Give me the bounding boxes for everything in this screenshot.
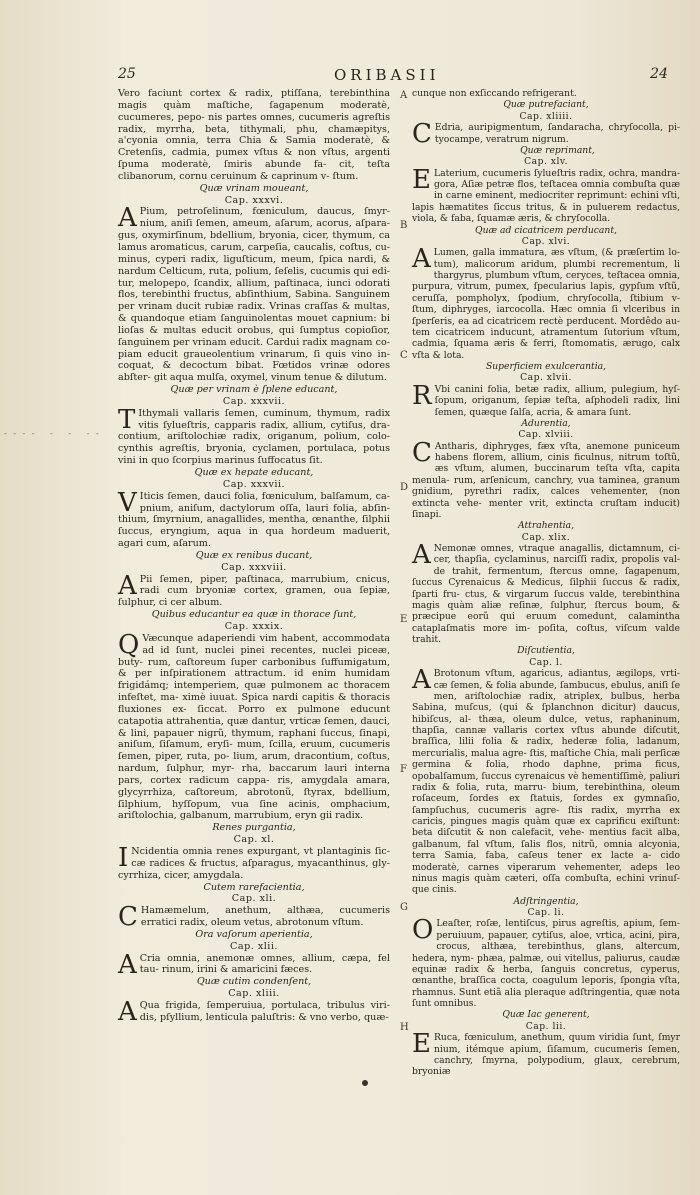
paragraph-text: Pium, petroſelinum, fœniculum, daucus, ſmyr- nium, aniſi ſemen, ameum, aſarum, acorus, aſpara- gus, oxymirſinum, bdellium, bryonia, cicer, thymum, ca lamus aromaticus, carum, carpeſia, caucalis, coſtus, cu- minus, cyperi radix, liguſticum, meum, ſpica nardi, & nardum Celticum, ruta, polium, ſeſelis, cucumis qui edi- tur, melopepo, ſcandix, allium, paſtinaca, iunci odorati flos, terebinthi fructus, abſinthium, Sabina. Sanguinem per vrinam ducit rubiæ radix. Vrinas craſſas & multas, & quandoque etiam ſanguinolentas mouet capnium: bi lioſas & multas educit orobus, qui ſumptus copioſior, ſanguinem per vrinam educit. Cardui radix magnam co- piam educit graueolentium vrinarum, ſi quis vino in- coquat, & decoctum bibat. Fœtidos vrinæ odores abſter- git aqua mulſa, oxymel, vinum tenue & dilutum.	[118, 206, 391, 384]
paragraph-text: Lumen, galla immatura, æs vſtum, (& præſertim lo- tum), malicorum aridum, plumbi recrementum, li thargyrus, plumbum vſtum, ceryces, teſtacea omnia, purpura, vitrum, pumex, ſpecularius lapis, gypſum vſtũ, ceruſſa, pompholyx, ſpodium, chryſocolla, ſtibium v- ſtum, diphryges, iarcocolla. Hæc omnia ſi vlceribus in ſperſeris, ea ad cicatricem rectè perducent. Mordêdo au- tem cicatricem inducunt, atramentum ſutorium vſtum, cadmia, ſquama æris & ferri, ſtomomatis, ærugo, calx vſta & lota.	[412, 247, 680, 361]
section-heading: Renes purgantia,	[212, 822, 296, 834]
chapter-number: Cap. li.	[527, 907, 565, 918]
drop-cap: Q	[118, 629, 140, 660]
paragraph-text: Qua frigida, ſemperuiua, portulaca, tribulus viri- dis, pſyllium, lenticula paluſtris: & vno verbo, quæ-	[139, 999, 390, 1023]
drop-cap: V	[118, 487, 137, 518]
drop-cap: E	[412, 1029, 431, 1060]
paragraph-text: Ruca, fœniculum, anethum, quum viridia ſunt, ſmyr nium, itémque apium, ſiſamum, cucumeris ſemen, canchry, ſmyrna, polypodium, glaux, cerebrum, bryoniæ	[412, 1032, 680, 1078]
drop-cap: A	[412, 665, 431, 696]
paragraph-text: Pii ſemen, piper, paſtinaca, marrubium, cnicus, radi cum bryoniæ cortex, gramen, oua ſepiæ, ſulphur, ci cer album.	[118, 573, 390, 609]
paragraph	[412, 244, 680, 361]
chapter-number: Cap. xxxvii.	[222, 478, 286, 490]
drop-cap: A	[118, 203, 137, 234]
chapter-number: Cap. xxxvi.	[224, 194, 284, 206]
section-heading: Quæ reprimant,	[520, 144, 595, 156]
drop-cap: O	[412, 915, 434, 946]
chapter-number: Cap. lii.	[525, 1020, 567, 1032]
section-heading: Quæ Iac generent,	[502, 1009, 590, 1021]
chapter-number: Cap. xlvii.	[520, 372, 572, 384]
paragraph-text: Laterium, cucumeris ſylueſtris radix, ochra, mandra- gora, Aſiæ petræ flos, teſtacea omnia combuſta quæ in carne eminent, mediocriter reprimunt: echini vſti, lapis hæmatites ſiccus tritus, & in puluerem redactus, viola, & faba, ſquamæ æris, & chryſocolla.	[412, 167, 680, 225]
paragraph	[118, 487, 390, 550]
paragraph-text: Væcunque adaperiendi vim habent, accommodata ad id ſunt, nuclei pinei recentes, nuclei piceæ, buty- rum, caſtoreum ſuper carbonibus ſuffumigatum, & per inſpirationem attractum. id enim humidam frigidámq; intemperiem, quæ pulmonem ac thoracem infeſtet, ma- ximè iuuat. Spica nardi capitis & thoracis fluxiones ex- ſiccat. Porro ex pulmone educunt catapotia attrahentia, quæ dantur, vrticæ ſemen, dauci, & lini, papauer nigrũ, thymum, raphani ſuccus, ſinapi, aniſum, ſiſamum, eryſi- mum, ſcilla, eruum, cucumeris ſemen, piper, ruta, po- lium, arum, dracontium, coſtus, nardum, ſulphur, myr- rha, baccarum lauri interna pars, cortex radicum cappa- ris, amygdala amara, glycyrrhiza, caſtoreum, abrotonũ, ſtyrax, bdellium, ſilphium, hyſſopum, vua ſine acinis, omphacium, ariſtolochia, galbanum, marrubium, eryn gii radix.	[118, 632, 390, 822]
section-heading: Quæ vrinam moueant,	[199, 182, 309, 194]
margin-ornament: - - - ‐ . ‐ . - . ‐ -	[4, 429, 101, 435]
drop-cap: A	[412, 540, 431, 570]
paragraph	[118, 843, 390, 882]
paragraph-text: Antharis, diphryges, fæx vſta, anemone puniceum habens florem, allium, cinis ficulnus, nitrum toſtũ, æs vſtum, alumen, buccinarum teſta vſta, capita menula- rum, arſenicum, canchry, vua taminea, granum gnidium, pyrethri radix, calces vehementer, (non extincta vehe- menter vrit, extincta cruſtam inducit) ſinapi.	[412, 440, 680, 520]
chapter-number: Cap. xxxix.	[224, 620, 284, 632]
drop-cap: A	[118, 949, 137, 980]
paragraph	[118, 996, 390, 1027]
right-column	[412, 88, 680, 1078]
section-heading: Quæ per vrinam è ſplene educant,	[170, 384, 338, 396]
paragraph-text: Iticis ſemen, dauci folia, fœniculum, balſamum, ca- pnium, aniſum, dactylorum oſſa, lauri folia, abſin- thium, ſmyrnium, anagallides, mentha, œnanthe, ſilphii ſuccus, eryngium, aqua in qua hordeum maduerit, agari cum, aſarum.	[118, 490, 390, 550]
drop-cap: T	[118, 404, 136, 435]
margin-letter-h: H	[400, 1022, 409, 1033]
paragraph	[118, 404, 390, 467]
paragraph: cunque non exſiccando refrigerant.	[412, 88, 577, 99]
drop-cap: A	[412, 244, 431, 275]
paragraph: Vero faciunt cortex & radix, ptiſſana, terebinthina magis quàm maſtiche, ſagapenum moderatè, cucumeres, pepo- nis partes omnes, cucumeris agreſtis radix, myrrha, beta, tithymali, phu, chamæpitys, a'cyonia omnia, terra Chia & Samia moderatè, & Cretenſis, cadmia, pumex vſtus & non vſtus, argenti ſpuma moderatè, ſmiris abunde fa- cit, teſta clibanorum, cornu ceruinum & caprinum v- ſtum.	[118, 88, 390, 182]
section-heading: Adurentia,	[521, 417, 571, 429]
paragraph	[118, 949, 390, 980]
chapter-number: Cap. xlvi.	[521, 235, 571, 247]
drop-cap: I	[118, 843, 129, 873]
drop-cap: R	[412, 380, 432, 411]
paragraph-text: Hamæmelum, anethum, althæa, cucumeris erratici radix, oleum vetus, abrotonum vſtum.	[140, 905, 390, 929]
margin-letter-e: E	[400, 614, 408, 625]
margin-letter-a: A	[400, 90, 408, 101]
paragraph	[118, 203, 391, 384]
paragraph-text: Cria omnia, anemonæ omnes, allium, cæpa, fel tau- rinum, irini & amaricini fæces.	[139, 952, 390, 976]
section-heading: Ora vaſorum aperientia,	[195, 928, 313, 940]
chapter-number: Cap. xxxvii.	[222, 395, 286, 407]
paragraph	[118, 570, 390, 610]
paragraph-text: Brotonum vſtum, agaricus, adiantus, ægilops, vrti- cæ ſemen, & folia abunde, ſambucus, ebulus, aniſi ſe men, ariſtolochiæ radix, atriplex, bulbus, herba Sabina, muſcus, (qui & ſplanchnon dicitur) daucus, hibiſcus, al- thæa, oleum dulce, vetus, raphaninum, thapſia, cannæ vallaris cortex vſtus abunde diſcutit, braſſica, lilii folia & radix, hederæ folia, ladanum, mercurialis, malua agre- ſtis, maſtiche Chia, mali perſicæ germina & folia, rhodo daphne, prima ficus, opobalſamum, ſuccus cyrenaicus vè hementiſſimè, paliuri radix & folia, ruta, marru- bium, terebinthina, oleum roſaceum, ſordes ex ſtatuis, ſordes ex gymnaſio, ſampſuchus, cucumeris agre- ſtis radix, myrrha ex caricis, pingues magis quàm quæ ex caprificu exiſtunt: beta diſcutit & non calefacit, vehe- mentius facit alba, galbanum, fal vſtum, ſalis flos, nitrũ, omnia alcyonia, terra Samia, faba, caſeus tener ex lacte a- cido moderatè, carnes viperarum vehementer, adeps leo ninus magis quàm cæteri, oſſa combuſta, echini vrinuſ- que cinis.	[412, 668, 680, 896]
section-heading: Attrahentia,	[517, 520, 575, 532]
chapter-number: Cap. xlix.	[521, 531, 571, 543]
chapter-number: Cap. xlv.	[524, 156, 568, 168]
section-heading: Adſtringentia,	[513, 895, 579, 907]
paragraph	[412, 540, 680, 645]
paragraph	[412, 380, 680, 418]
section-heading: Diſcutientia,	[517, 645, 575, 657]
paragraph	[412, 437, 680, 521]
paragraph-text: Edria, auripigmentum, ſandaracha, chryſocolla, pi- tyocampe, veratrum nigrum.	[434, 122, 680, 145]
chapter-number: Cap. xxxviii.	[221, 561, 287, 573]
drop-cap: E	[412, 164, 431, 195]
section-heading: Superficiem exulcerantia,	[485, 361, 607, 372]
margin-letter-f: F	[400, 764, 407, 775]
drop-cap: C	[118, 902, 138, 933]
paragraph	[412, 665, 680, 896]
paragraph-text: Ncidentia omnia renes expurgant, vt plantaginis ſic- cæ radices & fructus, aſparagus, myacanthinus, gly- cyrrhiza, cicer, amygdala.	[118, 846, 390, 881]
chapter-number: Cap. xli.	[231, 893, 277, 905]
drop-cap: C	[412, 119, 432, 150]
section-heading: Quæ cutim condenſent,	[196, 976, 312, 988]
chapter-number: Cap. l.	[529, 656, 563, 668]
paragraph	[118, 629, 390, 823]
chapter-number: Cap. xliiii.	[519, 110, 573, 122]
chapter-number: Cap. xlviii.	[518, 429, 574, 441]
paragraph	[412, 164, 680, 225]
paragraph	[412, 1029, 680, 1078]
paragraph	[118, 902, 390, 933]
paragraph-text: Vbi canini folia, betæ radix, allium, pulegium, hyſ- ſopum, origanum, ſepiæ teſta, aſphodeli radix, lini ſemen, quæque ſalſa, acria, & amara ſunt.	[434, 383, 680, 418]
left-column	[118, 88, 391, 1027]
margin-letter-g: G	[400, 902, 408, 913]
margin-letter-d: D	[400, 482, 409, 493]
page-number-left: 25	[118, 66, 136, 82]
paragraph-text: Ithymali vallaris ſemen, cuminum, thymum, radix vitis ſylueſtris, capparis radix, allium, cytiſus, dra- contium, ariſtolochiæ radix, origanum, polium, colo- cynthis agreſtis, bryonia, cyclamen, portulaca, potus vini in quo ſcorpius marinus ſuffocatus ſit.	[118, 407, 390, 467]
section-heading: Quæ putrefaciant,	[503, 99, 589, 111]
drop-cap: C	[412, 437, 432, 468]
bottom-ink-dot	[362, 1080, 368, 1086]
chapter-number: Cap. xliii.	[228, 988, 280, 1000]
running-head	[0, 66, 700, 86]
running-title: ORIBASII	[334, 66, 440, 84]
paragraph-text: Nemonæ omnes, vtraque anagallis, dictamnum, ci- cer, thapſia, cyclaminus, narciſſi radix, propolis val- de trahit, fermentum, ſtercus omne, ſagapenum, ſuccus Cyrenaicus & Medicus, ſilphii ſuccus & radix, ſparti fru- ctus, & virgarum ſuccus valde, terebinthina magis quàm aliæ reſinæ, ſulphur, ſtercus boum, & præcipue eorũ qui eruum comedunt, calamintha cataplaſmatis more im- poſita, coſtus, viſcum valde trahit.	[412, 543, 680, 645]
drop-cap: A	[118, 570, 137, 601]
drop-cap: A	[118, 996, 137, 1027]
chapter-number: Cap. xlii.	[230, 940, 278, 952]
paragraph	[412, 915, 680, 1009]
section-heading: Quæ ad cicatricem perducant,	[475, 224, 617, 236]
margin-letter-b: B	[400, 220, 408, 231]
section-heading: Cutem rarefacientia,	[203, 881, 305, 893]
margin-letter-c: C	[400, 350, 408, 361]
section-heading: Quæ ex renibus ducant,	[195, 549, 313, 561]
section-heading: Quæ ex hepate educant,	[194, 467, 314, 478]
paragraph-text: Leaſter, roſæ, lentiſcus, pirus agreſtis, apium, ſem- peruiuum, papauer, cytiſus, aloe, vrtica, acini, pira, crocus, althæa, terebinthus, glans, altercum, hedera, nym- phæa, palmæ, oui vitellus, paliurus, caudæ equinæ radix & herba, ſanguis concretus, cyperus, œnanthe, braſſica cocta, coagulum leporis, ſpongia vſta, rhamnus. Sunt etiã alia pleraque adſtringentia, quæ nota ſunt omnibus.	[412, 918, 680, 1009]
chapter-number: Cap. xl.	[233, 834, 275, 846]
page-number-right: 24	[650, 66, 668, 82]
section-heading: Quibus educantur ea quæ in thorace ſunt,	[151, 609, 357, 621]
